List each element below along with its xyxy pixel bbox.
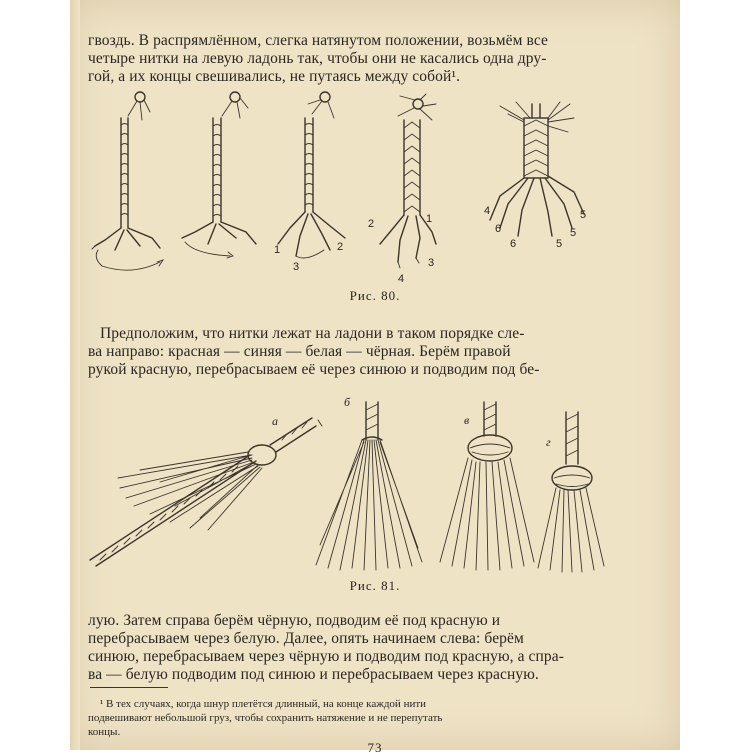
footnote-line-2: подвешивают небольшой груз, чтобы сохранить натяжение и не перепутать [88, 712, 443, 724]
fig80-label-4: 2 [368, 218, 375, 230]
fig81-label-b: б [344, 395, 351, 409]
footnote-rule [90, 687, 168, 688]
figure-81-caption: Рис. 81. [349, 578, 401, 593]
fig80-label-5: 1 [426, 213, 433, 225]
tassel-drawing-a [90, 418, 322, 566]
paragraph-3-line-3: синюю, перебрасываем через чёрную и подводим под красную, а спра- [88, 648, 564, 665]
footnote-line-3: концы. [88, 726, 121, 738]
fig80-label-1: 1 [274, 244, 281, 256]
paragraph-3-line-1: лую. Затем справа берём чёрную, подводим её под красную и [88, 612, 501, 629]
fig80-label-8: 4 [484, 205, 491, 217]
figure-80-caption: Рис. 80. [349, 288, 401, 303]
paragraph-2-line-2: ва направо: красная — синяя — белая — чёрная. Берём правой [88, 343, 511, 360]
fig81-label-v: в [464, 413, 470, 427]
paragraph-3-line-4: ва — белую подводим под синюю и перебрасываем через красную. [88, 666, 539, 683]
fig80-label-6: 3 [428, 257, 435, 269]
fig80-label-10: 6 [495, 223, 502, 235]
tassel-drawing-v [440, 402, 534, 570]
paragraph-1-line-1: гвоздь. В распрямлённом, слегка натянутом положении, возьмём все [88, 32, 548, 49]
fig80-label-9: 5 [580, 209, 587, 221]
paragraph-3-line-2: перебрасываем через белую. Далее, опять начинаем слева: берём [88, 630, 524, 647]
fig80-label-7: 4 [398, 273, 405, 285]
fig80-label-11: 5 [570, 227, 577, 239]
footnote-line-1: ¹ В тех случаях, когда шнур плетётся длинный, на конце каждой нити [100, 698, 427, 710]
paragraph-2-line-3: рукой красную, перебрасываем её через синюю и подводим под бе- [88, 361, 540, 378]
fig81-label-a: а [272, 414, 278, 428]
fig80-label-3: 3 [293, 261, 300, 273]
fig81-label-g: г [546, 435, 551, 449]
page-number: 73 [367, 740, 383, 755]
fig80-label-2: 2 [337, 241, 344, 253]
paragraph-2-line-1: Предположим, что нитки лежат на ладони в таком порядке сле- [100, 325, 525, 342]
paragraph-1-line-3: гой, а их концы свешивались, не путаясь между собой¹. [88, 68, 461, 85]
fig80-label-12: 6 [510, 238, 517, 250]
paragraph-1-line-2: четыре нитки на левую ладонь так, чтобы они не касались одна дру- [88, 50, 547, 67]
tassel-drawing-b [316, 402, 422, 570]
fig80-label-13: 5 [556, 238, 563, 250]
